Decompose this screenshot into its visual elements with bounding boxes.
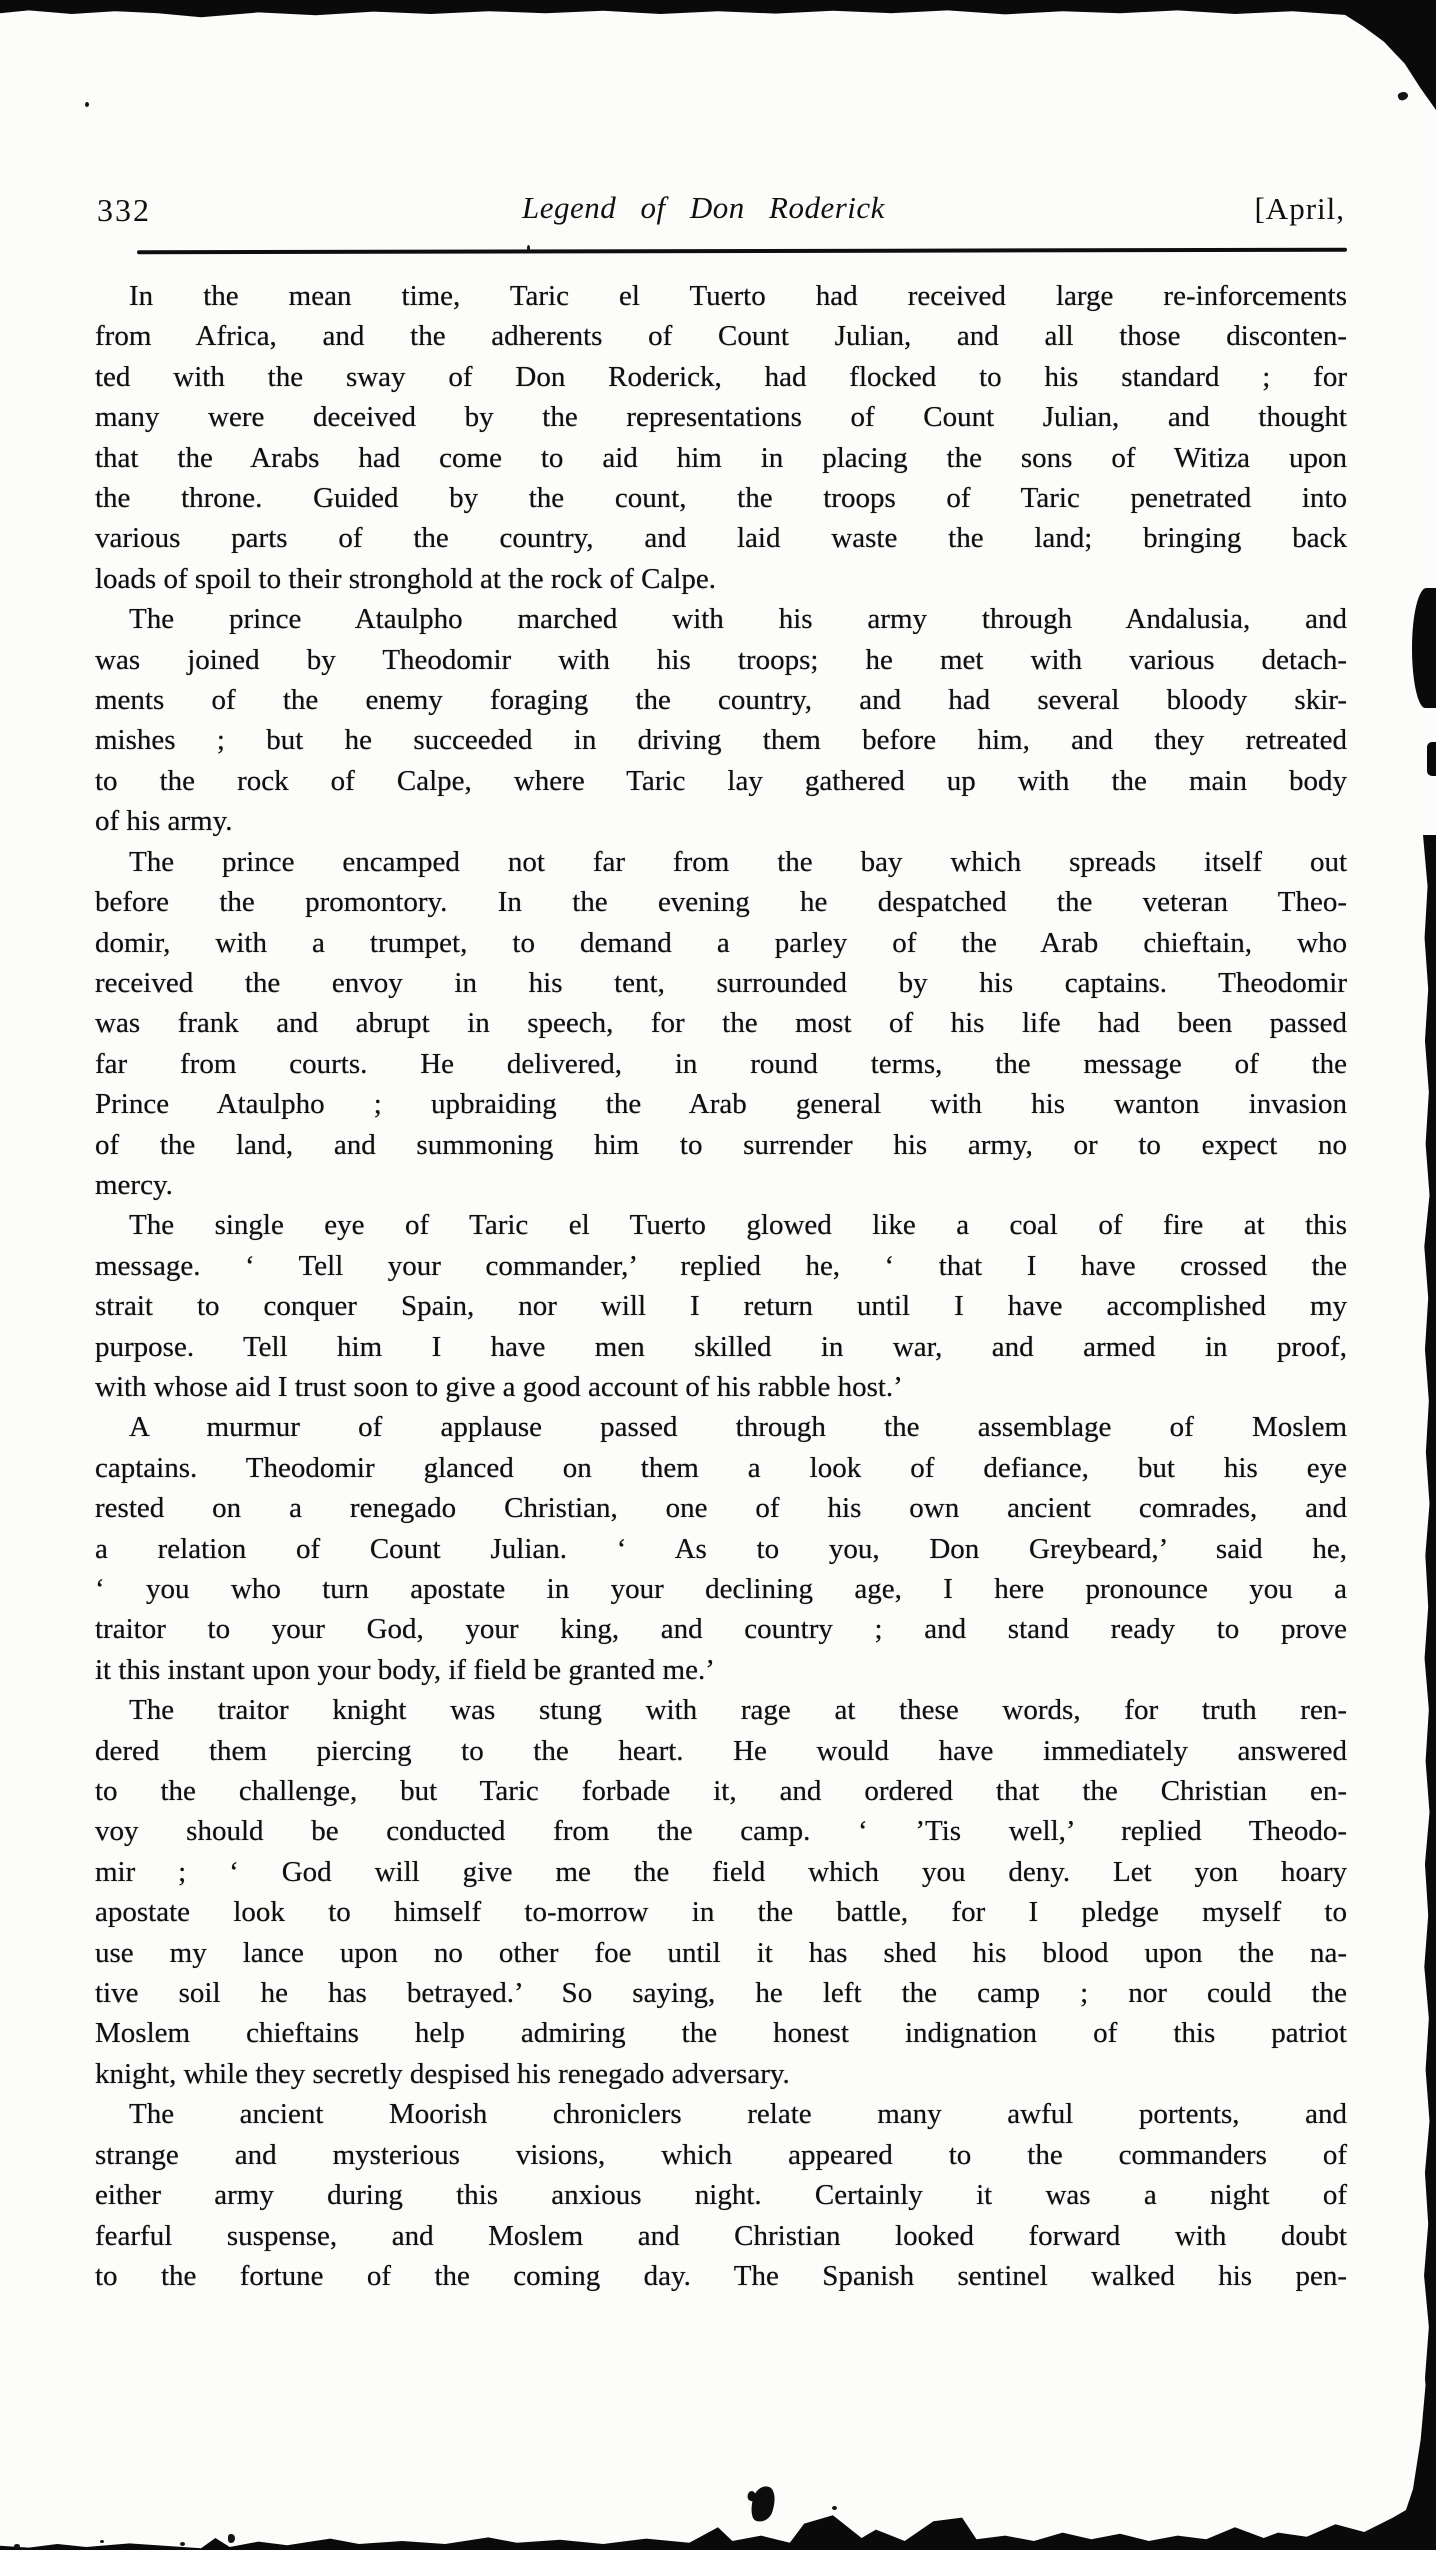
text-line: loads of spoil to their stronghold at the rock of Calpe. <box>95 562 716 595</box>
paper-speck <box>832 2506 837 2510</box>
text-line: dered them piercing to the heart. He would have immediately answered <box>95 1734 1347 1767</box>
text-line: either army during this anxious night. Certainly it was a night of <box>95 2179 1347 2212</box>
text-line: to the rock of Calpe, where Taric lay gathered up with the main body <box>95 764 1347 797</box>
paper-speck <box>14 2544 20 2548</box>
text-line: before the promontory. In the evening he despatched the veteran Theo- <box>95 886 1347 919</box>
text-line: In the mean time, Taric el Tuerto had received large re-inforcements <box>129 280 1347 312</box>
text-line: voy should be conducted from the camp. ‘ ’Tis well,’ replied Theodo- <box>95 1815 1347 1848</box>
text-line: mishes ; but he succeeded in driving them before him, and they retreated <box>95 724 1347 757</box>
text-line: apostate look to himself to-morrow in the battle, for I pledge myself to <box>95 1896 1347 1929</box>
text-line: domir, with a trumpet, to demand a parley of the Arab chieftain, who <box>95 926 1347 959</box>
text-line: ‘ you who turn apostate in your declining age, I here pronounce you a <box>95 1573 1347 1605</box>
text-line: The ancient Moorish chroniclers relate many awful portents, and <box>129 2098 1347 2131</box>
header-rule <box>137 248 1347 255</box>
scan-edge-top <box>0 0 1436 20</box>
text-line: from Africa, and the adherents of Count Julian, and all those disconten- <box>95 320 1347 353</box>
text-line: it this instant upon your body, if field be granted me.’ <box>95 1653 715 1686</box>
text-line: a relation of Count Julian. ‘ As to you, Don Greybeard,’ said he, <box>95 1532 1347 1565</box>
text-line: was frank and abrupt in speech, for the most of his life had been passed <box>95 1007 1347 1040</box>
text-line: A murmur of applause passed through the assemblage of Moslem <box>129 1411 1347 1444</box>
page-number: 332 <box>97 192 151 228</box>
text-line: far from courts. He delivered, in round terms, the message of the <box>95 1047 1347 1080</box>
text-line: knight, while they secretly despised his renegado adversary. <box>95 2057 790 2090</box>
text-line: The prince Ataulpho marched with his army through Andalusia, and <box>129 603 1347 636</box>
text-line: mercy. <box>95 1168 173 1201</box>
text-line: use my lance upon no other foe until it has shed his blood upon the na- <box>95 1936 1347 1969</box>
scan-edge-right-dash <box>1427 742 1436 776</box>
text-line: of the land, and summoning him to surrender his army, or to expect no <box>95 1128 1347 1161</box>
text-line: strange and mysterious visions, which appeared to the commanders of <box>95 2138 1347 2171</box>
text-line: The prince encamped not far from the bay which spreads itself out <box>129 845 1347 878</box>
text-line: many were deceived by the representations of Count Julian, and thought <box>95 401 1347 434</box>
scan-edge-bottom <box>0 2490 1436 2550</box>
text-line: the throne. Guided by the count, the troops of Taric penetrated into <box>95 482 1347 515</box>
text-line: captains. Theodomir glanced on them a look of defiance, but his eye <box>95 1451 1347 1484</box>
text-line: message. ‘ Tell your commander,’ replied he, ‘ that I have crossed the <box>95 1249 1347 1282</box>
paper-speck <box>228 2534 235 2543</box>
paper-speck <box>1397 91 1409 102</box>
scan-edge-top-right <box>1306 0 1436 110</box>
text-line: rested on a renegado Christian, one of his own ancient comrades, and <box>95 1492 1347 1525</box>
text-line: tive soil he has betrayed.’ So saying, he left the camp ; nor could the <box>95 1977 1347 2010</box>
text-line: fearful suspense, and Moslem and Christian looked forward with doubt <box>95 2219 1347 2252</box>
text-line: Moslem chieftains help admiring the honest indignation of this patriot <box>95 2017 1347 2050</box>
text-line: to the challenge, but Taric forbade it, and ordered that the Christian en- <box>95 1775 1347 1808</box>
paper-speck <box>85 102 89 107</box>
scan-edge-right-blob <box>1412 588 1436 708</box>
text-line: to the fortune of the coming day. The Spanish sentinel walked his pen- <box>95 2259 1347 2292</box>
paper-speck <box>180 2542 185 2546</box>
text-line: ments of the enemy foraging the country, and had several bloody skir- <box>95 684 1347 717</box>
text-line: strait to conquer Spain, nor will I return until I have accomplished my <box>95 1290 1347 1323</box>
running-title: Legend of Don Roderick <box>522 190 885 225</box>
text-block <box>95 276 1347 2296</box>
text-line: Prince Ataulpho ; upbraiding the Arab general with his wanton invasion <box>95 1088 1347 1121</box>
paper-speck <box>100 2540 104 2543</box>
ink-blot <box>748 2484 778 2524</box>
text-line: was joined by Theodomir with his troops; he met with various detach- <box>95 643 1347 676</box>
issue-date: [April, <box>1254 191 1345 226</box>
text-line: of his army. <box>95 805 233 838</box>
text-line: The single eye of Taric el Tuerto glowed like a coal of fire at this <box>129 1209 1347 1242</box>
text-line: ted with the sway of Don Roderick, had flocked to his standard ; for <box>95 360 1347 393</box>
text-line: with whose aid I trust soon to give a good account of his rabble host.’ <box>95 1370 903 1403</box>
text-line: various parts of the country, and laid waste the land; bringing back <box>95 522 1347 555</box>
running-head <box>0 190 1436 240</box>
text-line: The traitor knight was stung with rage at these words, for truth ren- <box>129 1694 1347 1727</box>
text-line: purpose. Tell him I have men skilled in war, and armed in proof, <box>95 1330 1347 1363</box>
text-line: received the envoy in his tent, surrounded by his captains. Theodomir <box>95 966 1347 999</box>
text-line: traitor to your God, your king, and country ; and stand ready to prove <box>95 1613 1347 1646</box>
text-line: that the Arabs had come to aid him in placing the sons of Witiza upon <box>95 441 1347 474</box>
text-line: mir ; ‘ God will give me the field which you deny. Let yon hoary <box>95 1855 1347 1888</box>
